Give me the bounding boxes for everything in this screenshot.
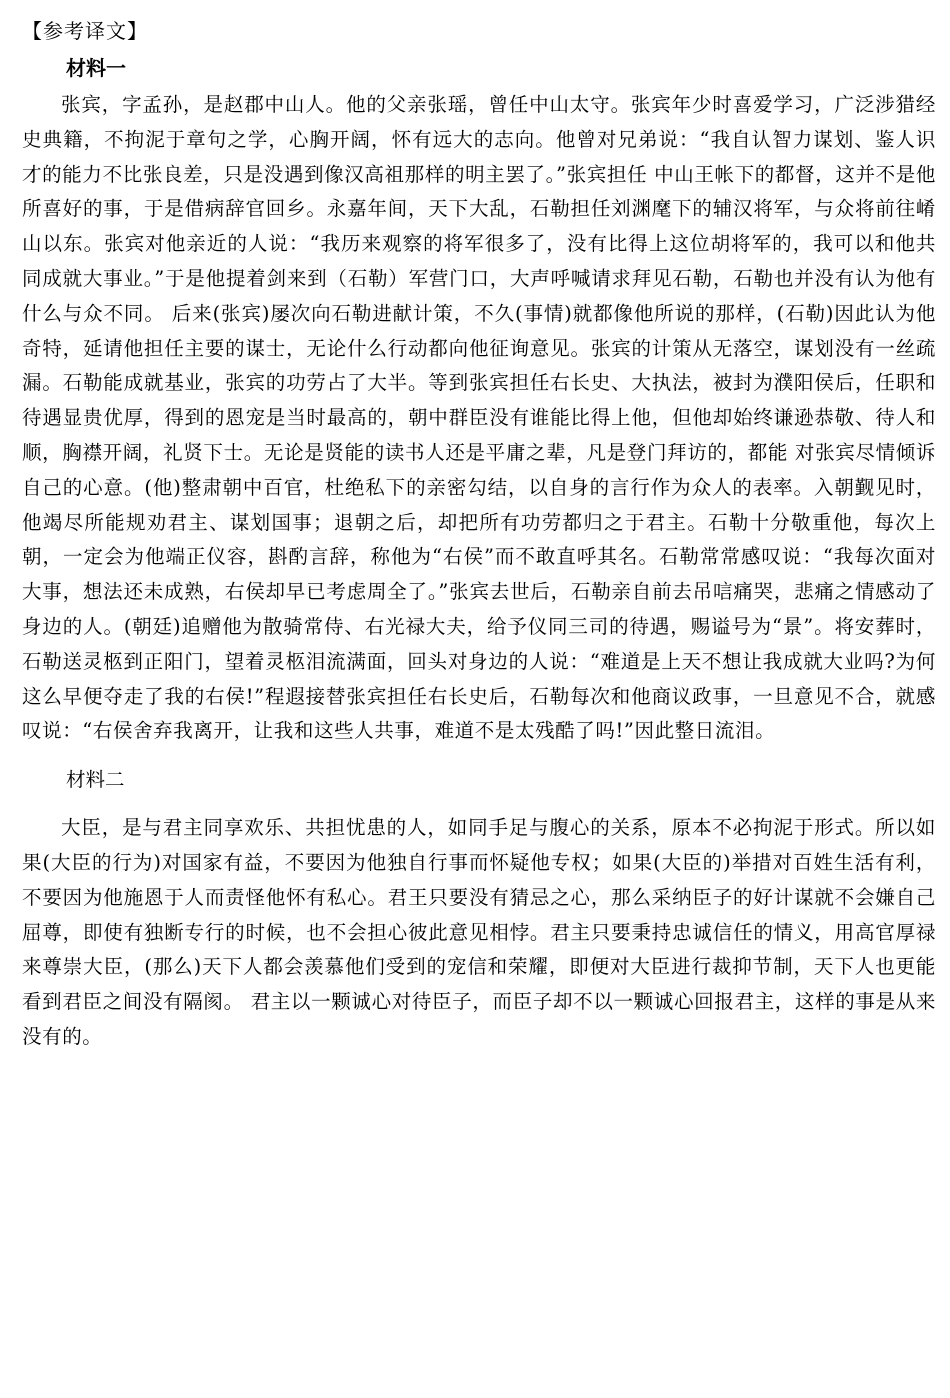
material-two-title: 材料二	[66, 768, 125, 792]
material-one-title: 材料一	[66, 56, 126, 80]
reference-translation-heading: 【参考译文】	[22, 19, 148, 43]
material-one-paragraph: 张宾，字孟孙，是赵郡中山人。他的父亲张瑶，曾任中山太守。张宾年少时喜爱学习，广泛涉猎经史典籍，不拘泥于章句之学，心胸开阔，怀有远大的志向。他曾对兄弟说：“我自认智力谋划、鉴人识才的能力不比张良差，只是没遇到像汉高祖那样的明主罢了。”张宾担任 中山王帐下的都督，这并不是他所喜好的事，于是借病辞官回乡。永嘉年间，天下大乱，石勒担任刘渊麾下的辅汉将军，与众将前往崤山以东。张宾对他亲近的人说：“我历来观察的将军很多了，没有比得上这位胡将军的，我可以和他共同成就大事业。”于是他提着剑来到（石勒）军营门口，大声呼喊请求拜见石勒，石勒也并没有认为他有什么与众不同。 后来(张宾)屡次向石勒进献计策，不久(事情)就都像他所说的那样，(石勒)因此认为他奇特，延请他担任主要的谋士，无论什么行动都向他征询意见。张宾的计策从无落空，谋划没有一丝疏漏。石勒能成就基业，张宾的功劳占了大半。等到张宾担任右长史、大执法，被封为濮阳侯后，任职和待遇显贵优厚，得到的恩宠是当时最高的，朝中群臣没有谁能比得上他，但他却始终谦逊恭敬、待人和顺，胸襟开阔，礼贤下士。无论是贤能的读书人还是平庸之辈，凡是登门拜访的，都能 对张宾尽情倾诉自己的心意。(他)整肃朝中百官，杜绝私下的亲密勾结，以自身的言行作为众人的表率。入朝觐见时，他竭尽所能规劝君主、谋划国事；退朝之后，却把所有功劳都归之于君主。石勒十分敬重他，每次上朝，一定会为他端正仪容，斟酌言辞，称他为“右侯”而不敢直呼其名。石勒常常感叹说：“我每次面对大事，想法还未成熟，右侯却早已考虑周全了。”张宾去世后，石勒亲自前去吊唁痛哭，悲痛之情感动了身边的人。(朝廷)追赠他为散骑常侍、右光禄大夫，给予仪同三司的待遇，赐谥号为“景”。将安葬时，石勒送灵柩到正阳门，望着灵柩泪流满面，回头对身边的人说：“难道是上天不想让我成就大业吗?为何这么早便夺走了我的右侯!”程遐接替张宾担任右长史后，石勒每次和他商议政事，一旦意见不合，就感叹说：“右侯舍弃我离开，让我和这些人共事，难道不是太残酷了吗!”因此整日流泪。	[22, 93, 936, 743]
document-page	[22, 14, 936, 1055]
material-two-paragraph: 大臣，是与君主同享欢乐、共担忧患的人，如同手足与腹心的关系，原本不必拘泥于形式。所以如果(大臣的行为)对国家有益，不要因为他独自行事而怀疑他专权；如果(大臣的)举措对百姓生活有利，不要因为他施恩于人而责怪他怀有私心。君王只要没有猜忌之心，那么采纳臣子的好计谋就不会嫌自己屈尊，即使有独断专行的时候，也不会担心彼此意见相悖。君主只要秉持忠诚信任的情义，用高官厚禄来尊崇大臣，(那么)天下人都会羡慕他们受到的宠信和荣耀，即便对大臣进行裁抑节制，天下人也更能看到君臣之间没有隔阂。 君主以一颗诚心对待臣子，而臣子却不以一颗诚心回报君主，这样的事是从来没有的。	[22, 816, 936, 1048]
